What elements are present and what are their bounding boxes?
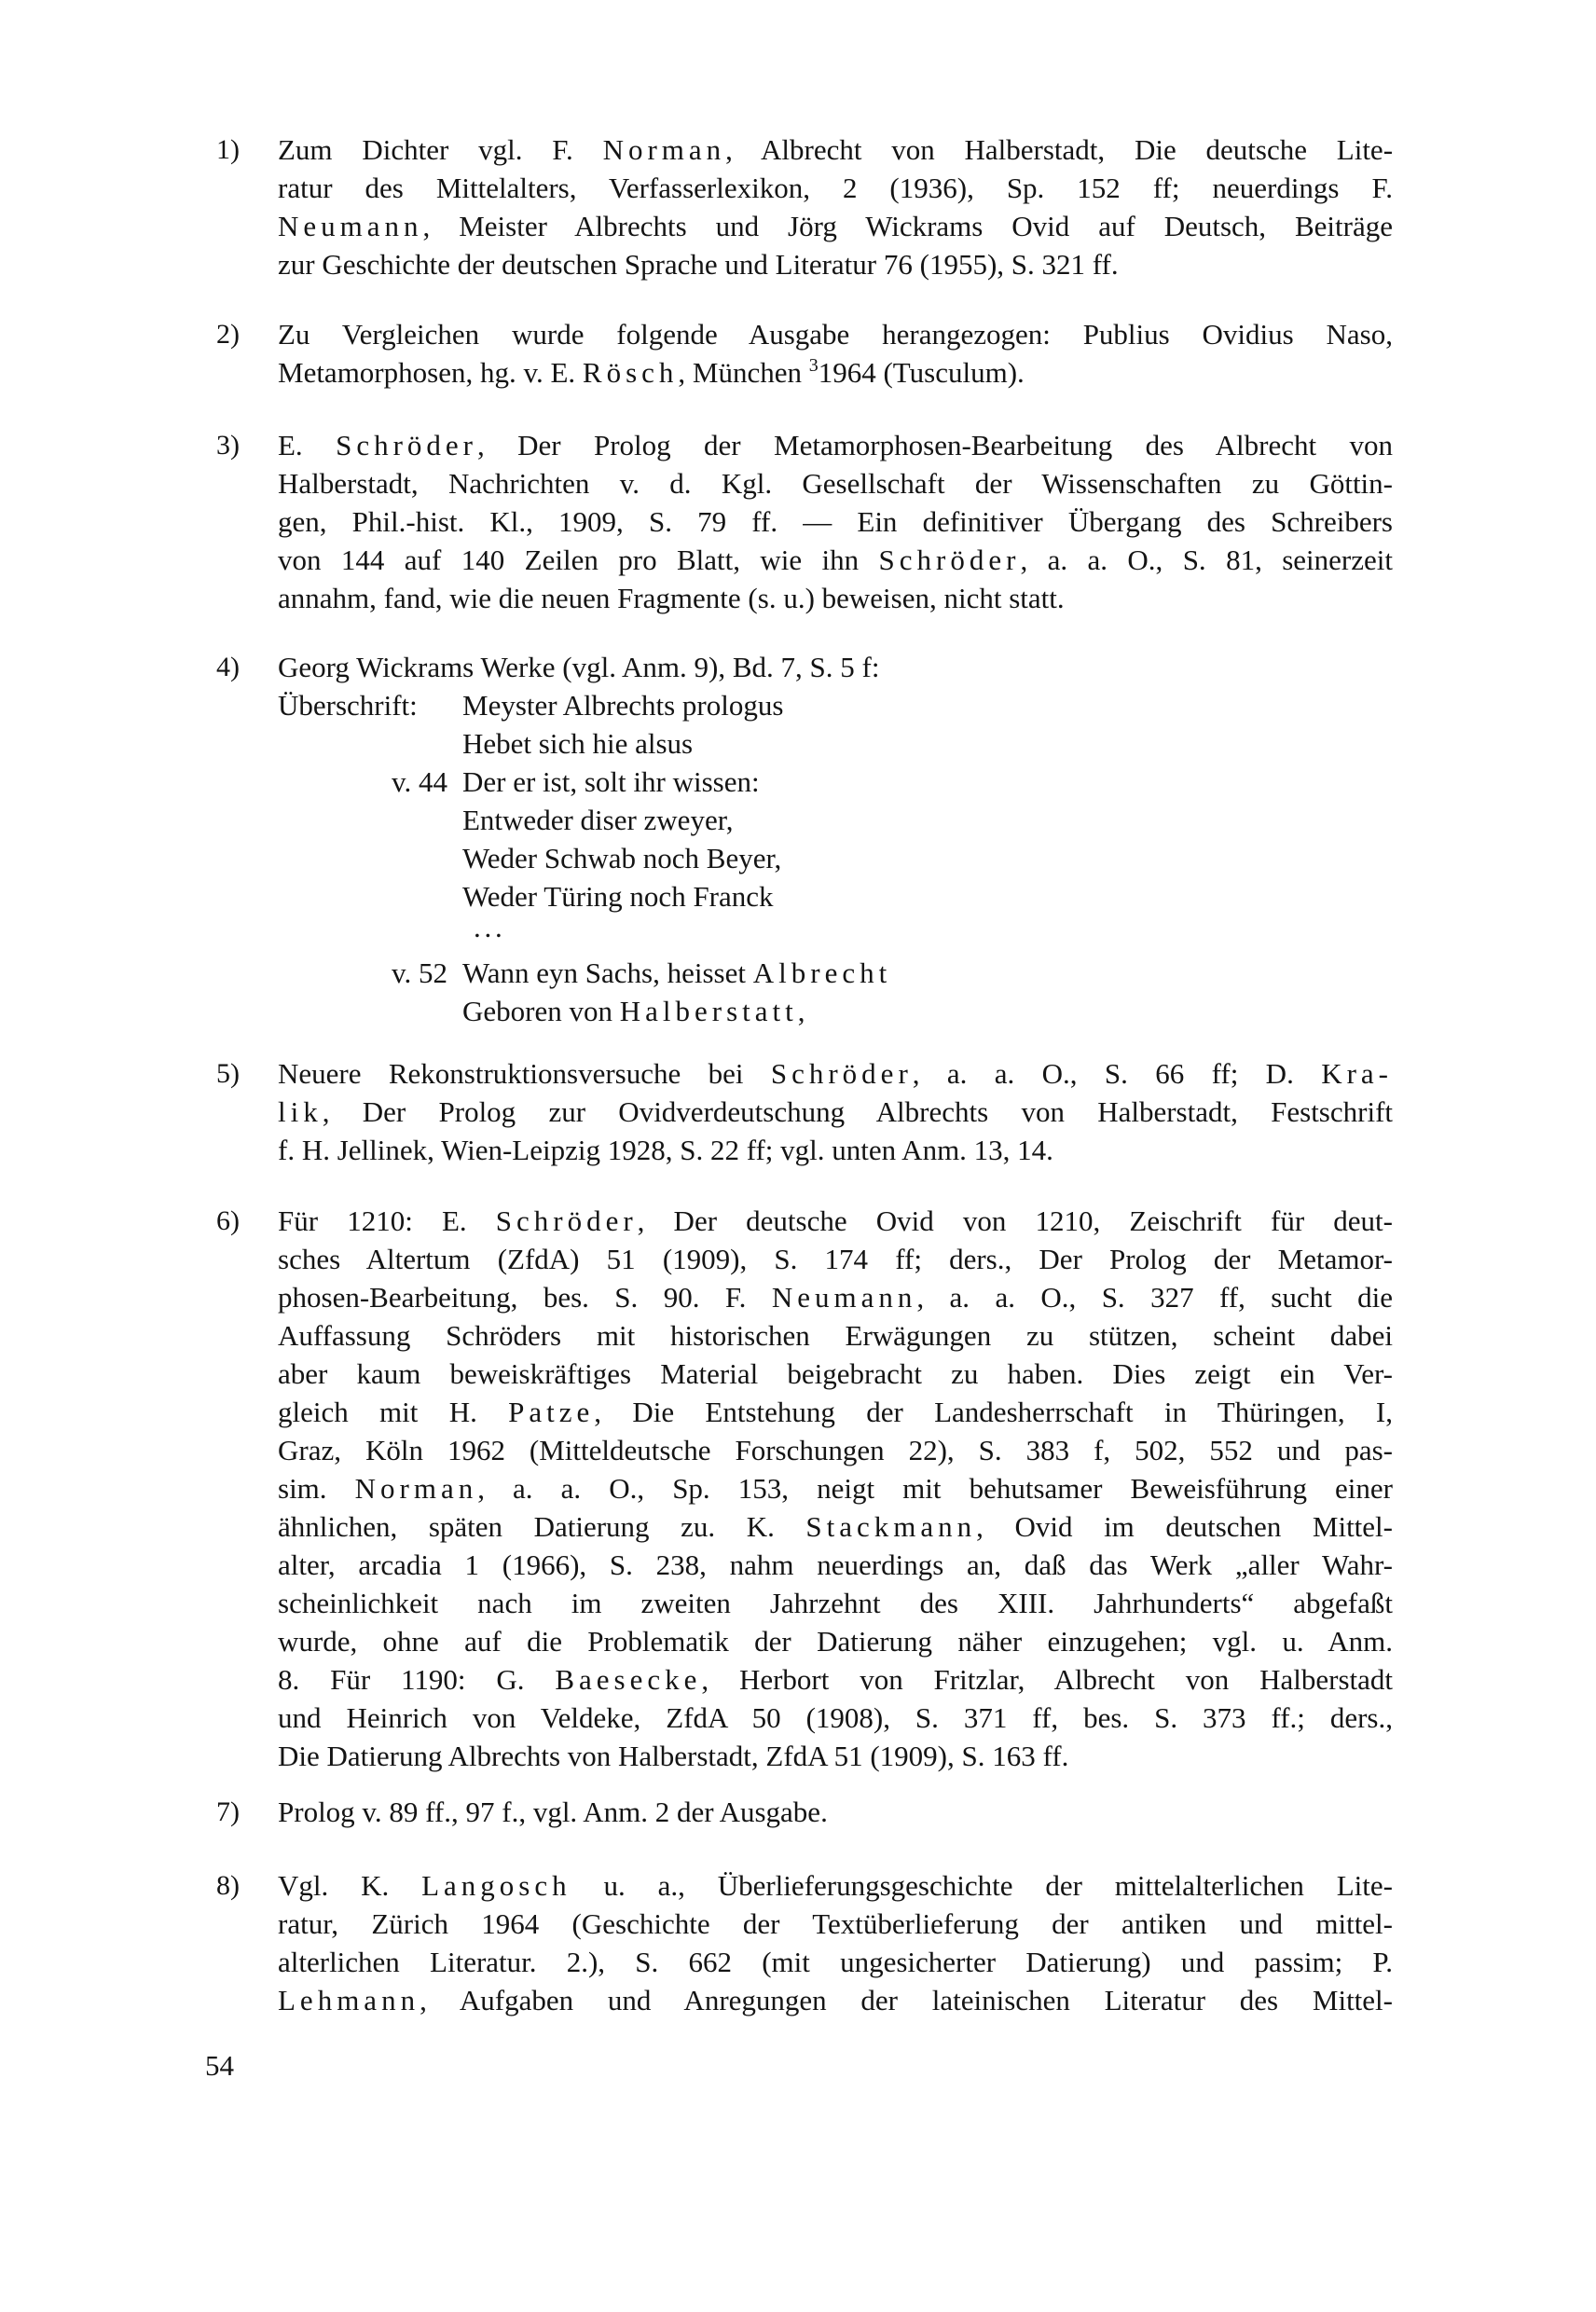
footnote-text	[278, 1793, 1393, 1831]
footnote-7	[216, 1793, 1393, 1831]
spaced-name: Kra-	[1321, 1057, 1393, 1090]
footnote-text	[278, 1202, 1393, 1775]
spaced-name: lik	[278, 1095, 323, 1128]
text-line: ratur des Mittelalters, Verfasserlexikon, 2 (1936), Sp. 152 ff; neuerdings F.	[278, 172, 1393, 204]
footnote-number: 2)	[216, 319, 240, 350]
text-line: Graz, Köln 1962 (Mitteldeutsche Forschungen 22), S. 383 f, 502, 552 und pas-	[278, 1434, 1393, 1466]
verse-quotation	[278, 686, 1393, 1030]
text-line: Lehmann, Aufgaben und Anregungen der lateinischen Literatur des Mittel-	[278, 1984, 1393, 2016]
text-line: zur Geschichte der deutschen Sprache und Literatur 76 (1955), S. 321 ff.	[278, 248, 1119, 281]
verse-number: v. 52	[392, 956, 447, 989]
footnote-3	[216, 426, 1393, 617]
spaced-name: Neumann	[278, 210, 423, 242]
spaced-name: Langosch	[421, 1869, 571, 1902]
text-line: scheinlichkeit nach im zweiten Jahrzehnt des XIII. Jahrhunderts“ abgefaßt	[278, 1587, 1393, 1619]
verse-line	[278, 801, 1393, 839]
spaced-name: Schröder	[878, 544, 1021, 576]
text-line: E. Schröder, Der Prolog der Metamorphosen-Bearbeitung des Albrecht von	[278, 429, 1394, 461]
text-line: f. H. Jellinek, Wien-Leipzig 1928, S. 22 ff; vgl. unten Anm. 13, 14.	[278, 1134, 1053, 1166]
footnote-6	[216, 1202, 1393, 1775]
footnote-number: 1)	[216, 134, 240, 165]
text-line: gen, Phil.-hist. Kl., 1909, S. 79 ff. — Ein definitiver Übergang des Schreibers	[278, 505, 1393, 538]
text-line: wurde, ohne auf die Problematik der Datierung näher einzugehen; vgl. u. Anm.	[278, 1625, 1393, 1658]
verse-text: Wann eyn Sachs, heisset Albrecht	[462, 956, 892, 989]
verse-line	[278, 992, 1393, 1030]
footnote-number: 8)	[216, 1870, 240, 1901]
verse-line	[278, 954, 1393, 992]
footnote-1	[216, 131, 1393, 283]
text-line: und Heinrich von Veldeke, ZfdA 50 (1908), S. 371 ff, bes. S. 373 ff.; ders.,	[278, 1701, 1393, 1734]
verse-line	[278, 877, 1393, 915]
spaced-name: Lehmann	[278, 1984, 420, 2016]
spaced-name: Patze	[508, 1396, 595, 1428]
footnote-5	[216, 1054, 1393, 1169]
footnote-text	[278, 131, 1393, 283]
spaced-name: Schröder	[770, 1057, 913, 1090]
text-line: sim. Norman, a. a. O., Sp. 153, neigt mit behutsamer Beweisführung einer	[278, 1472, 1393, 1505]
footnote-text	[278, 426, 1393, 617]
text-line: Metamorphosen, hg. v. E. Rösch, München $^3$1964 (Tusculum).	[278, 355, 1025, 389]
footnote-number: 5)	[216, 1058, 240, 1089]
footnote-2	[216, 315, 1393, 392]
footnote-4	[216, 648, 1393, 1030]
text-line: lik, Der Prolog zur Ovidverdeutschung Albrechts von Halberstadt, Festschrift	[278, 1095, 1393, 1128]
spaced-name: Baesecke	[555, 1663, 702, 1696]
footnote-number: 7)	[216, 1796, 240, 1827]
text-line: Zu Vergleichen wurde folgende Ausgabe herangezogen: Publius Ovidius Naso,	[278, 318, 1393, 351]
spaced-name: Rösch	[582, 356, 679, 389]
spaced-name: Schröder	[336, 429, 477, 461]
verse-wrapper	[278, 686, 1393, 1030]
footnote-number: 6)	[216, 1205, 240, 1236]
spaced-name: Stackmann	[805, 1510, 977, 1543]
text-line: 8. Für 1190: G. Baesecke, Herbort von Fritzlar, Albrecht von Halberstadt	[278, 1663, 1393, 1696]
spaced-name: Neumann	[771, 1281, 917, 1314]
spaced-name: Norman	[354, 1472, 478, 1505]
text-line: Die Datierung Albrechts von Halberstadt, ZfdA 51 (1909), S. 163 ff.	[278, 1740, 1069, 1772]
verse-text: Entweder diser zweyer,	[462, 804, 734, 836]
spaced-name: Norman	[602, 133, 726, 166]
footnote-text	[278, 315, 1393, 392]
text-line: Auffassung Schröders mit historischen Erwägungen zu stützen, scheint dabei	[278, 1319, 1393, 1352]
text-line: aber kaum beweiskräftiges Material beigebracht zu haben. Dies zeigt ein Ver-	[278, 1357, 1393, 1390]
verse-text: Meyster Albrechts prologus	[462, 689, 784, 722]
text-line: Vgl. K. Langosch u. a., Überlieferungsgeschichte der mittelalterlichen Lite-	[278, 1869, 1393, 1902]
text-line: Neuere Rekonstruktionsversuche bei Schröder, a. a. O., S. 66 ff; D. Kra-	[278, 1057, 1393, 1090]
verse-line	[278, 724, 1393, 763]
verse-text: Der er ist, solt ihr wissen:	[462, 765, 760, 798]
text-line: phosen-Bearbeitung, bes. S. 90. F. Neumann, a. a. O., S. 327 ff, sucht die	[278, 1281, 1393, 1314]
text-line: annahm, fand, wie die neuen Fragmente (s. u.) beweisen, nicht statt.	[278, 582, 1065, 614]
footnote-text	[278, 1054, 1393, 1169]
text-line: ähnlichen, späten Datierung zu. K. Stackmann, Ovid im deutschen Mittel-	[278, 1510, 1393, 1543]
text-line: Halberstadt, Nachrichten v. d. Kgl. Gesellschaft der Wissenschaften zu Göttin-	[278, 467, 1393, 500]
text-line: von 144 auf 140 Zeilen pro Blatt, wie ihn Schröder, a. a. O., S. 81, seinerzeit	[278, 544, 1393, 576]
spaced-name: Schröder	[495, 1204, 638, 1237]
text-line: gleich mit H. Patze, Die Entstehung der Landesherrschaft in Thüringen, I,	[278, 1396, 1393, 1428]
verse-text: Hebet sich hie alsus	[462, 727, 694, 760]
text-line: sches Altertum (ZfdA) 51 (1909), S. 174 ff; ders., Der Prolog der Metamor-	[278, 1243, 1393, 1275]
verse-text: Weder Schwab noch Beyer,	[462, 842, 782, 874]
spaced-name: Halberstatt	[619, 995, 798, 1027]
text-line: Neumann, Meister Albrechts und Jörg Wickrams Ovid auf Deutsch, Beiträge	[278, 210, 1393, 242]
verse-line	[278, 763, 1393, 801]
footnote-8	[216, 1866, 1393, 2019]
footnote-text	[278, 1866, 1393, 2019]
verse-line	[278, 911, 1393, 954]
verse-text: Weder Türing noch Franck	[462, 880, 774, 913]
edition-superscript: 3	[808, 355, 819, 376]
text-line: Prolog v. 89 ff., 97 f., vgl. Anm. 2 der Ausgabe.	[278, 1796, 828, 1828]
text-line: Für 1210: E. Schröder, Der deutsche Ovid von 1210, Zeischrift für deut-	[278, 1204, 1393, 1237]
footnote-number: 3)	[216, 430, 240, 461]
spaced-name: Albrecht	[752, 956, 892, 989]
footnote-number: 4)	[216, 652, 240, 682]
text-line: alter, arcadia 1 (1966), S. 238, nahm neuerdings an, daß das Werk „aller Wahr-	[278, 1548, 1393, 1581]
verse-text: . . .	[474, 911, 501, 943]
footnote-intro: Georg Wickrams Werke (vgl. Anm. 9), Bd. 7, S. 5 f:	[278, 651, 880, 683]
page-number: 54	[205, 2049, 234, 2082]
text-line: ratur, Zürich 1964 (Geschichte der Textüberlieferung der antiken und mittel-	[278, 1907, 1393, 1940]
verse-heading-label: Überschrift:	[278, 689, 418, 722]
text-line: Zum Dichter vgl. F. Norman, Albrecht von Halberstadt, Die deutsche Lite-	[278, 133, 1394, 166]
text-line: alterlichen Literatur. 2.), S. 662 (mit ungesicherter Datierung) und passim; P.	[278, 1946, 1393, 1978]
verse-line	[278, 839, 1393, 877]
verse-number: v. 44	[392, 765, 447, 798]
verse-line	[278, 686, 1393, 724]
verse-text: Geboren von Halberstatt,	[462, 995, 805, 1027]
